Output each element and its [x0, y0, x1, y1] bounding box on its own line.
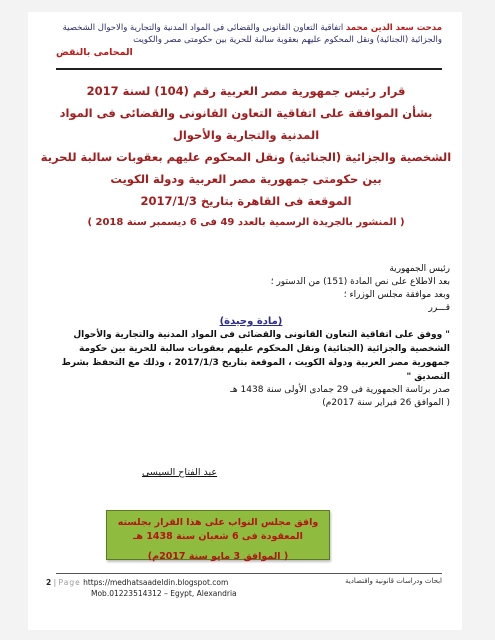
- title-line-5: الموقعة فى القاهرة بتاريخ 2017/1/3: [140, 194, 352, 208]
- decree-body: [52, 263, 450, 410]
- footer-separator: |: [53, 578, 57, 587]
- header-profession: المحامى بالنقض: [56, 47, 133, 58]
- header-subject: اتفاقية التعاون القانونى والقضائى فى المواد المدنية والتجارية والاحوال الشخصية والجزائية (الجنائية) ونقل المحكوم عليهم بعقوبة سالبة للحرية بين حكومتى مصر والكويت: [62, 23, 442, 45]
- footer-website-link[interactable]: https://medhatsaadeldin.blogspot.com: [83, 578, 229, 587]
- footer-mobile: Mob.01223514312 – Egypt, Alexandria: [91, 589, 237, 598]
- decided-heading: قـــرر: [428, 303, 450, 313]
- parliament-approval-box: [106, 510, 330, 560]
- page-word: Page: [58, 578, 81, 587]
- signatory-name: عبد الفتاح السيسى: [142, 467, 218, 478]
- decree-title-block: [40, 80, 452, 234]
- footer-left: [46, 577, 266, 599]
- corresponding-date: ( الموافق 26 فبراير سنة 2017م): [322, 398, 450, 408]
- parliament-approval-date: ( الموافق 3 مايو سنة 2017م): [147, 551, 289, 562]
- president-title: رئيس الجمهورية: [389, 264, 450, 274]
- parliament-approval-text: وافق مجلس النواب على هذا القرار بجلسته المعقودة فى 6 شعبان سنة 1438 هـ: [117, 517, 319, 542]
- page-header: [56, 22, 442, 59]
- footer-rule: [56, 573, 442, 574]
- gazette-reference: ( المنشور بالجريدة الرسمية بالعدد 49 فى 6 ديسمبر سنة 2018 ): [87, 217, 405, 228]
- header-author: مدحت سعد الدين محمد: [345, 23, 442, 33]
- cabinet-approval: وبعد موافقة مجلس الوزراء ؛: [343, 290, 450, 300]
- constitution-reference: بعد الاطلاع على نص المادة (151) من الدستور ؛: [270, 277, 450, 287]
- title-line-3: الشخصية والجزائية (الجنائية) ونقل المحكوم عليهم بعقوبات سالبة للحرية: [40, 150, 452, 164]
- page-number: 2: [46, 578, 52, 587]
- issued-date: صدر برئاسة الجمهورية فى 29 جمادى الأولى سنة 1438 هـ: [230, 385, 450, 395]
- decree-text: " ووفق على اتفاقية التعاون القانونى والقضائى فى المواد المدنية والتجارية والأحوال الشخصية والجزائية (الجنائية) ونقل المحكوم عليهم بعقوبات سالبة للحرية بين حكومة جمهورية مصر العربية ودولة الكويت ، الموقعة بتاريخ 2017/1/3 ، وذلك مع التحفظ بشرط التصديق ": [61, 330, 450, 382]
- footer-right-text: ابحاث ودراسات قانونية واقتصادية: [345, 577, 442, 585]
- title-line-4: بين حكومتى جمهورية مصر العربية ودولة الكويت: [110, 172, 382, 186]
- title-line-2: بشأن الموافقة على اتفاقية التعاون القانونى والقضائى فى المواد المدنية والتجارية والأحوال: [59, 106, 433, 142]
- header-rule: [56, 68, 442, 70]
- single-article-heading: (مادة وحيدة): [219, 316, 283, 327]
- title-line-1: قرار رئيس جمهورية مصر العربية رقم (104) لسنة 2017: [86, 84, 406, 98]
